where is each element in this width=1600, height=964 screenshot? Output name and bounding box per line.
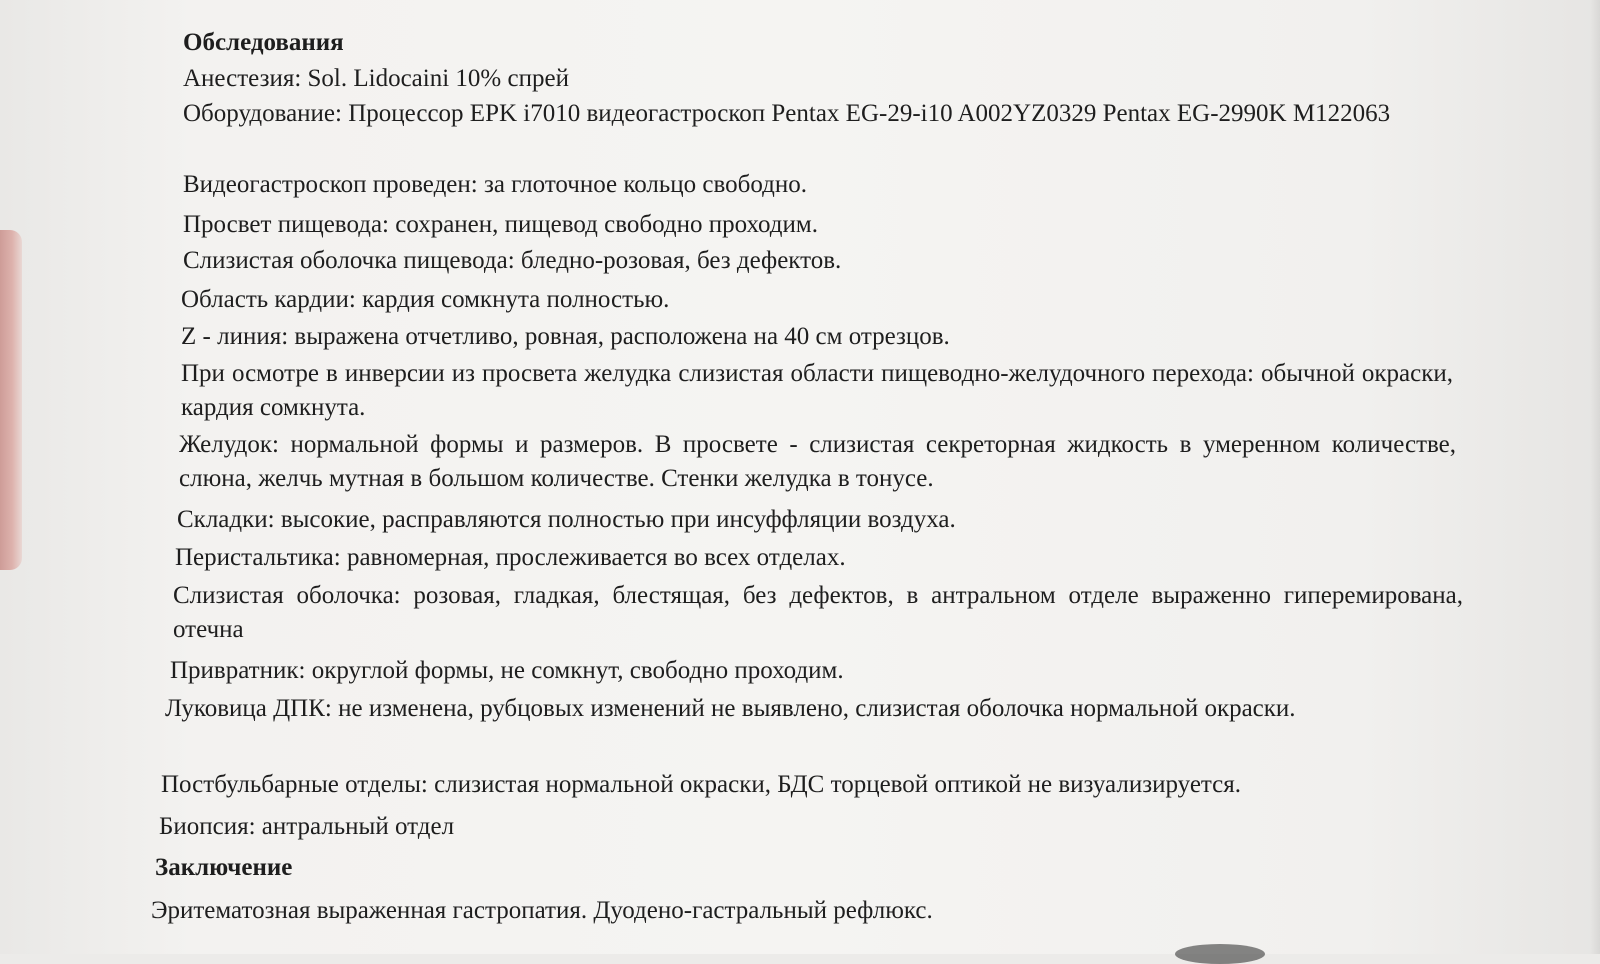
folds-line: Складки: высокие, расправляются полностью при инсуффляции воздуха. — [177, 506, 956, 533]
esophagus-mucosa-line: Слизистая оболочка пищевода: бледно-розовая, без дефектов. — [183, 247, 842, 274]
scope-passage-line: Видеогастроскоп проведен: за глоточное кольцо свободно. — [183, 171, 807, 198]
section-title-exam: Обследования — [183, 29, 344, 56]
anesthesia-line: Анестезия: Sol. Lidocaini 10% спрей — [183, 65, 569, 92]
section-title-conclusion: Заключение — [155, 854, 293, 881]
z-line-line: Z - линия: выражена отчетливо, ровная, расположена на 40 см отрезцов. — [181, 323, 950, 350]
conclusion-text: Эритематозная выраженная гастропатия. Дуодено-гастральный рефлюкс. — [151, 897, 933, 924]
bulb-paragraph: Луковица ДПК: не изменена, рубцовых изменений не выявлено, слизистая оболочка нормальной окраски. — [165, 695, 1296, 722]
cardia-line: Область кардии: кардия сомкнута полностью. — [181, 286, 670, 313]
biopsy-line: Биопсия: антральный отдел — [159, 813, 455, 840]
pylorus-line: Привратник: округлой формы, не сомкнут, свободно проходим. — [170, 657, 844, 684]
peristalsis-line: Перистальтика: равномерная, прослеживается во всех отделах. — [175, 544, 846, 571]
esophagus-lumen-line: Просвет пищевода: сохранен, пищевод свободно проходим. — [183, 211, 818, 238]
stomach-paragraph: Желудок: нормальной формы и размеров. В просвете - слизистая секреторная жидкость в умеренном количестве, слюна, желчь мутная в большом количестве. Стенки желудка в тонусе. — [179, 431, 1456, 492]
mucosa-paragraph: Слизистая оболочка: розовая, гладкая, блестящая, без дефектов, в антральном отделе выраженно гиперемирована, отечна — [173, 582, 1463, 643]
inversion-paragraph: При осмотре в инверсии из просвета желудка слизистая области пищеводно-желудочного перехода: обычной окраски, кардия сомкнута. — [181, 360, 1453, 421]
postbulbar-line: Постбульбарные отделы: слизистая нормальной окраски, БДС торцевой оптикой не визуализируется. — [161, 771, 1241, 798]
equipment-paragraph: Оборудование: Процессор EPK i7010 видеогастроскоп Pentax EG-29-i10 A002YZ0329 Pentax EG-2990K M122063 — [183, 100, 1391, 127]
